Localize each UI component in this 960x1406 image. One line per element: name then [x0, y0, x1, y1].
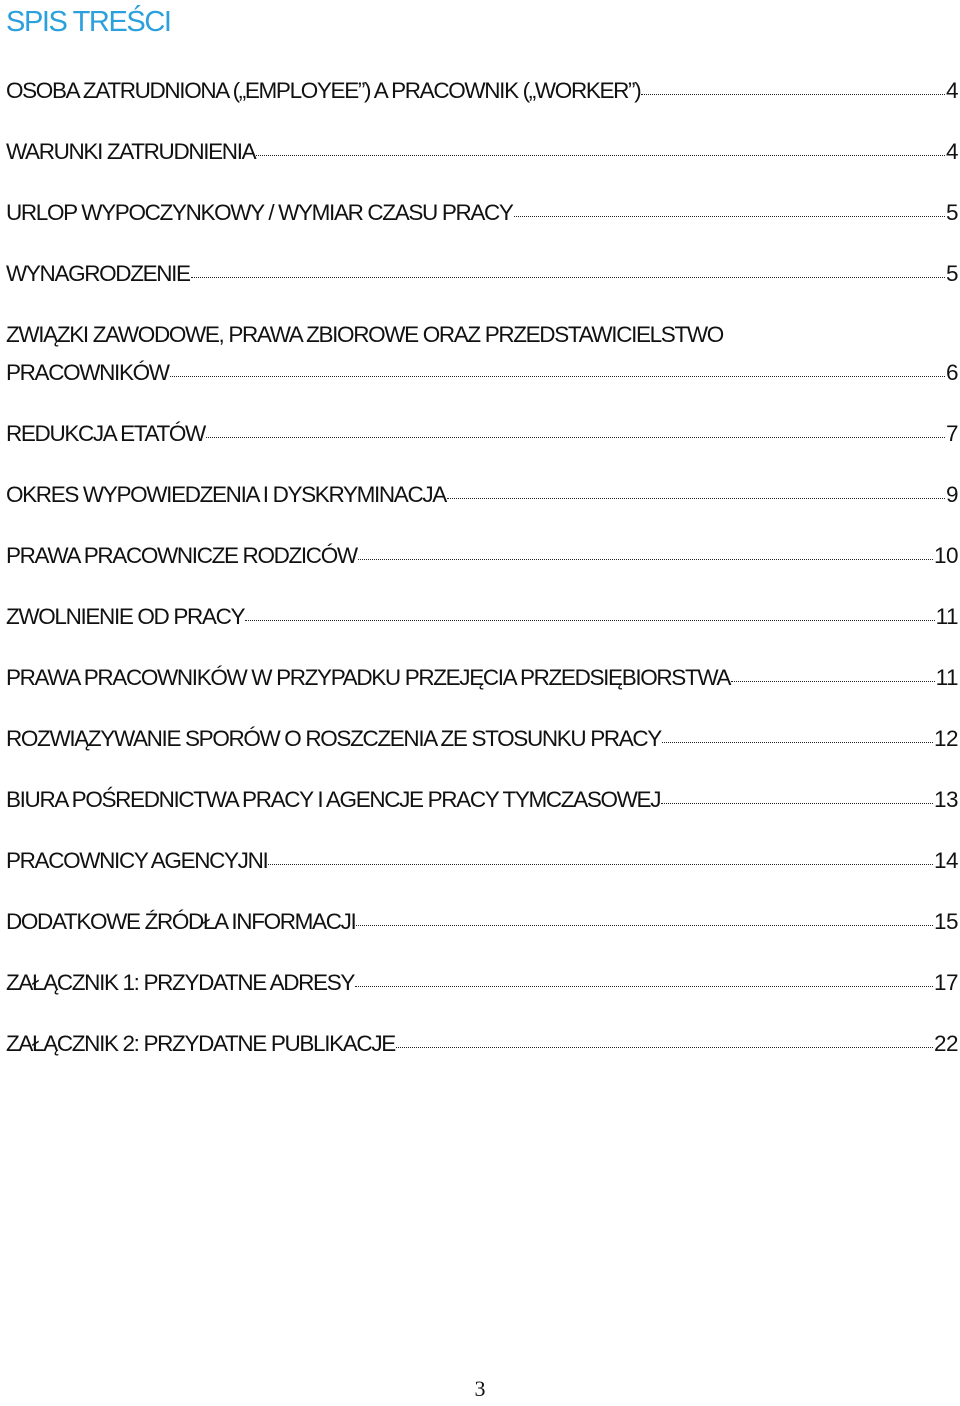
toc-dot-leader: [191, 277, 945, 278]
toc-dot-leader: [170, 376, 945, 377]
toc-entry-label: PRAWA PRACOWNICZE RODZICÓW: [6, 543, 357, 568]
toc-entry-page: 14: [933, 848, 958, 873]
toc-entry-label: PRACOWNICY AGENCYJNI: [6, 848, 268, 873]
table-of-contents: [6, 72, 958, 1063]
toc-dot-leader: [514, 216, 945, 217]
toc-entry-page: 9: [945, 482, 958, 507]
toc-entry-page: 17: [933, 970, 958, 995]
toc-entry-label: OSOBA ZATRUDNIONA („EMPLOYEE”) A PRACOWNIK („WORKER”): [6, 78, 641, 103]
toc-entry[interactable]: [6, 720, 958, 758]
toc-entry-page: 4: [945, 78, 958, 103]
toc-dot-leader: [356, 925, 933, 926]
toc-entry-page: 22: [933, 1031, 958, 1056]
toc-title: SPIS TREŚCI: [6, 6, 171, 38]
toc-dot-leader: [256, 155, 945, 156]
toc-entry-label: ZWIĄZKI ZAWODOWE, PRAWA ZBIOROWE ORAZ PRZEDSTAWICIELSTWO: [6, 322, 723, 347]
toc-entry[interactable]: [6, 476, 958, 514]
toc-entry[interactable]: [6, 316, 958, 392]
toc-entry-page: 10: [933, 543, 958, 568]
toc-entry-row: [6, 194, 958, 232]
toc-entry[interactable]: [6, 194, 958, 232]
toc-entry-row: [6, 720, 958, 758]
toc-entry-row: [6, 781, 958, 819]
toc-entry[interactable]: [6, 659, 958, 697]
toc-entry-label: URLOP WYPOCZYNKOWY / WYMIAR CZASU PRACY: [6, 200, 513, 225]
toc-entry-row: [6, 476, 958, 514]
toc-entry[interactable]: [6, 598, 958, 636]
toc-entry-page: 12: [933, 726, 958, 751]
toc-entry[interactable]: [6, 903, 958, 941]
toc-entry-row: [6, 255, 958, 293]
page-number: 3: [474, 1376, 486, 1401]
toc-entry-row: [6, 964, 958, 1002]
toc-entry-label: ZAŁĄCZNIK 1: PRZYDATNE ADRESY: [6, 970, 355, 995]
toc-entry-page: 15: [933, 909, 958, 934]
toc-dot-leader: [245, 620, 935, 621]
toc-entry-row: [6, 72, 958, 110]
toc-dot-leader: [731, 681, 935, 682]
toc-entry-page: 6: [945, 360, 958, 385]
toc-entry-row: [6, 133, 958, 171]
toc-entry-label: WYNAGRODZENIE: [6, 261, 190, 286]
toc-entry-page: 4: [945, 139, 958, 164]
toc-entry-row: [6, 598, 958, 636]
toc-entry-row: [6, 842, 958, 880]
toc-entry-label: ROZWIĄZYWANIE SPORÓW O ROSZCZENIA ZE STOSUNKU PRACY: [6, 726, 661, 751]
toc-dot-leader: [661, 803, 933, 804]
toc-entry[interactable]: [6, 133, 958, 171]
toc-entry-label: BIURA POŚREDNICTWA PRACY I AGENCJE PRACY TYMCZASOWEJ: [6, 787, 661, 812]
toc-entry-page: 11: [935, 665, 958, 690]
toc-entry-label: REDUKCJA ETATÓW: [6, 421, 205, 446]
toc-entry-row: [6, 316, 958, 354]
toc-dot-leader: [447, 498, 945, 499]
toc-entry[interactable]: [6, 255, 958, 293]
toc-entry[interactable]: [6, 415, 958, 453]
toc-entry-row: [6, 659, 958, 697]
toc-entry[interactable]: [6, 1025, 958, 1063]
toc-entry-row: [6, 415, 958, 453]
toc-entry[interactable]: [6, 72, 958, 110]
toc-dot-leader: [662, 742, 933, 743]
toc-dot-leader: [268, 864, 933, 865]
toc-entry-label: PRACOWNIKÓW: [6, 360, 169, 385]
toc-entry-page: 7: [945, 421, 958, 446]
toc-entry-row: [6, 903, 958, 941]
toc-dot-leader: [206, 437, 945, 438]
toc-entry-label: OKRES WYPOWIEDZENIA I DYSKRYMINACJA: [6, 482, 446, 507]
toc-dot-leader: [358, 559, 933, 560]
toc-entry-page: 5: [945, 261, 958, 286]
toc-entry[interactable]: [6, 537, 958, 575]
toc-entry[interactable]: [6, 781, 958, 819]
toc-entry-row: [6, 1025, 958, 1063]
toc-entry-label: PRAWA PRACOWNIKÓW W PRZYPADKU PRZEJĘCIA PRZEDSIĘBIORSTWA: [6, 665, 731, 690]
toc-entry-label: ZWOLNIENIE OD PRACY: [6, 604, 245, 629]
toc-entry-label: ZAŁĄCZNIK 2: PRZYDATNE PUBLIKACJE: [6, 1031, 395, 1056]
toc-entry-row: [6, 354, 958, 392]
toc-entry[interactable]: [6, 964, 958, 1002]
toc-entry-page: 5: [945, 200, 958, 225]
toc-dot-leader: [396, 1047, 933, 1048]
toc-entry-page: 11: [935, 604, 958, 629]
toc-entry-row: [6, 537, 958, 575]
toc-entry[interactable]: [6, 842, 958, 880]
toc-entry-label: WARUNKI ZATRUDNIENIA: [6, 139, 256, 164]
toc-entry-label: DODATKOWE ŹRÓDŁA INFORMACJI: [6, 909, 356, 934]
toc-dot-leader: [355, 986, 933, 987]
toc-entry-page: 13: [933, 787, 958, 812]
toc-dot-leader: [641, 94, 945, 95]
